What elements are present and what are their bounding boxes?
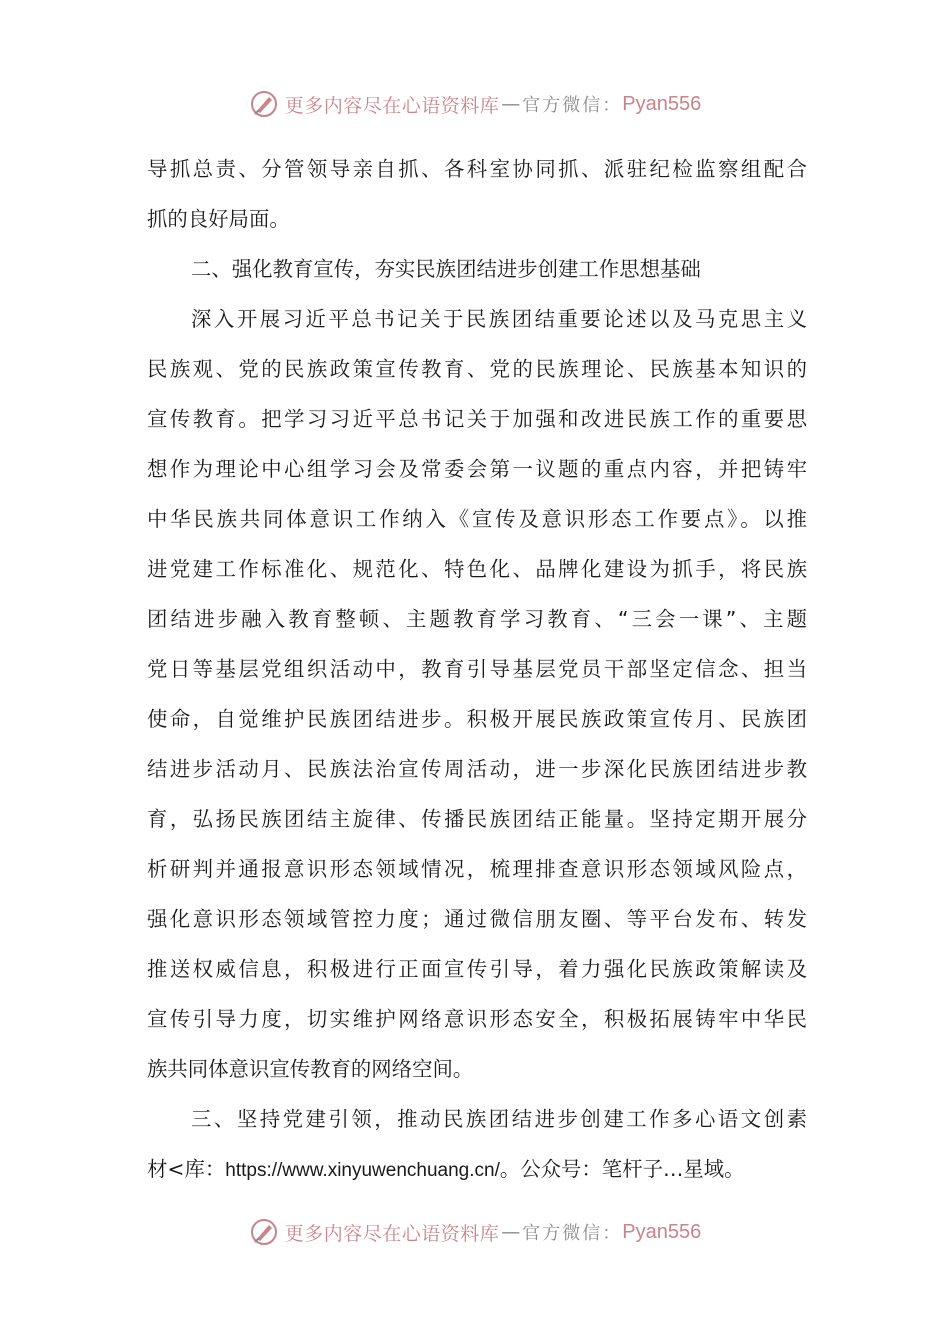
section-heading: 二、强化教育宣传，夯实民族团结进步创建工作思想基础 xyxy=(191,257,701,281)
text-line: 进党建工作标准化、规范化、特色化、品牌化建设为抓手，将民族 xyxy=(147,557,807,581)
banner-label: 官方微信： xyxy=(522,95,623,116)
line-suffix: 。公众号：笔杆子…星域。 xyxy=(499,1157,745,1181)
text-line: 中华民族共同体意识工作纳入《宣传及意识形态工作要点》。以推 xyxy=(147,507,807,531)
text-line: 育，弘扬民族团结主旋律、传播民族团结正能量。坚持定期开展分 xyxy=(147,807,807,831)
banner-wechat-id: Pyan556 xyxy=(622,92,702,115)
text-line: 宣传引导力度，切实维护网络意识形态安全，积极拓展铸牢中华民 xyxy=(147,1007,807,1031)
banner-separator: — xyxy=(501,1221,521,1243)
text-line: 使命，自觉维护民族团结进步。积极开展民族政策宣传月、民族团 xyxy=(147,707,807,731)
text-line-with-link xyxy=(147,1144,807,1194)
text-line: 结进步活动月、民族法治宣传周活动，进一步深化民族团结进步教 xyxy=(147,757,807,781)
text-line: 深入开展习近平总书记关于民族团结重要论述以及马克思主义 xyxy=(191,307,807,331)
banner-brand-text: 更多内容尽在心语资料库 xyxy=(284,1222,500,1245)
quill-logo-icon xyxy=(249,89,279,119)
header-banner xyxy=(0,84,950,124)
text-line: 导抓总责、分管领导亲自抓、各科室协同抓、派驻纪检监察组配合 xyxy=(147,157,807,181)
banner-separator: — xyxy=(501,93,521,115)
text-line: 推送权威信息，积极进行正面宣传引导，着力强化民族政策解读及 xyxy=(147,957,807,981)
quill-logo-icon xyxy=(249,1217,279,1247)
text-line: 团结进步融入教育整顿、主题教育学习教育、“三会一课”、主题 xyxy=(147,607,807,631)
text-line: 析研判并通报意识形态领域情况，梳理排查意识形态领域风险点， xyxy=(147,857,807,881)
line-prefix: 材<库： xyxy=(147,1157,226,1181)
banner-brand-text: 更多内容尽在心语资料库 xyxy=(284,94,500,117)
footer-banner xyxy=(0,1212,950,1252)
website-link[interactable]: https://www.xinyuwenchuang.cn/ xyxy=(225,1160,500,1181)
text-line: 抓的良好局面。 xyxy=(147,207,290,231)
document-body xyxy=(147,144,807,1194)
text-line: 想作为理论中心组学习会及常委会第一议题的重点内容，并把铸牢 xyxy=(147,457,807,481)
text-line: 民族观、党的民族政策宣传教育、党的民族理论、民族基本知识的 xyxy=(147,357,807,381)
banner-wechat-id: Pyan556 xyxy=(622,1220,702,1243)
banner-label: 官方微信： xyxy=(522,1223,623,1244)
section-heading: 三、坚持党建引领，推动民族团结进步创建工作多心语文创素 xyxy=(191,1107,807,1131)
text-line: 宣传教育。把学习习近平总书记关于加强和改进民族工作的重要思 xyxy=(147,407,807,431)
text-line: 党日等基层党组织活动中，教育引导基层党员干部坚定信念、担当 xyxy=(147,657,807,681)
text-line: 族共同体意识宣传教育的网络空间。 xyxy=(147,1057,474,1081)
text-line: 强化意识形态领域管控力度；通过微信朋友圈、等平台发布、转发 xyxy=(147,907,807,931)
